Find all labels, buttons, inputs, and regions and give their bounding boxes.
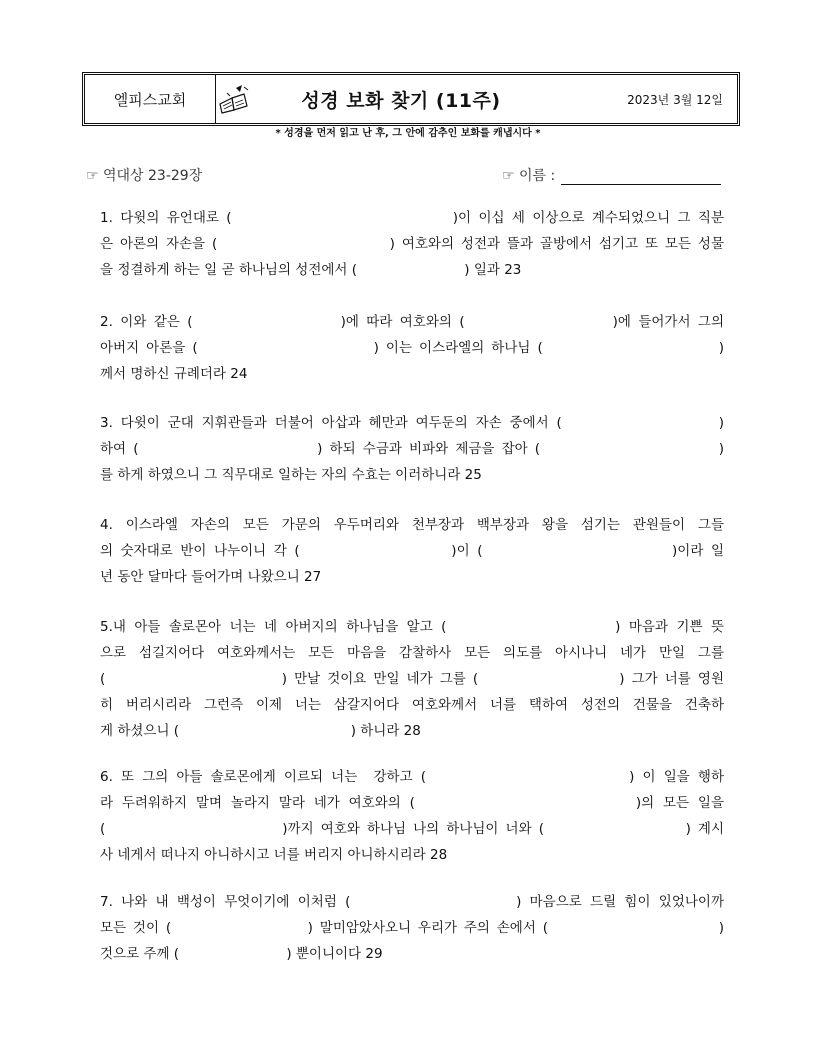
- question-3: [100, 410, 724, 488]
- question-4: [100, 512, 724, 590]
- question-line: 라 두려워하지 말며 놀라지 말라 네가 여호와의 ( )의 모든 일을: [100, 795, 724, 811]
- question-line: 6. 또 그의 아들 솔로몬에게 이르되 너는 강하고 ( ) 이 일을 행하: [100, 769, 724, 785]
- question-line: ( )까지 여호와 하나님 나의 하나님이 너와 ( ) 계시: [100, 821, 724, 837]
- question-line: 게 하셨으니 ( ) 하니라 28: [100, 723, 421, 739]
- question-7: [100, 889, 724, 967]
- question-line: 모든 것이 ( ) 말미암았사오니 우리가 주의 손에서 ( ): [100, 920, 724, 936]
- question-6: [100, 764, 724, 868]
- question-line: 4. 이스라엘 자손의 모든 가문의 우두머리와 천부장과 백부장과 왕을 섬기는 관원들이 그들: [100, 517, 724, 533]
- question-line: 사 네게서 떠나지 아니하시고 너를 버리지 아니하시리라 28: [100, 847, 448, 863]
- worksheet-date: 2023년 3월 12일: [627, 92, 723, 107]
- question-line: 5.내 아들 솔로몬아 너는 네 아버지의 하나님을 알고 ( ) 마음과 기쁜 뜻: [100, 619, 724, 635]
- instruction-subtitle: * 성경을 먼저 읽고 난 후, 그 안에 감추인 보화를 캐냅시다 *: [275, 128, 541, 139]
- question-line: 1. 다윗의 유언대로 ( )이 이십 세 이상으로 계수되었으니 그 직분: [100, 210, 724, 226]
- name-input-line[interactable]: [561, 168, 721, 185]
- worksheet-title: 성경 보화 찾기 (11주): [301, 89, 501, 112]
- question-line: 히 버리시리라 그런즉 이제 너는 삼갈지어다 여호와께서 너를 택하여 성전의 건물을 건축하: [100, 697, 724, 713]
- question-line: 으로 섬길지어다 여호와께서는 모든 마음을 감찰하사 모든 의도를 아시나니 네가 만일 그를: [100, 645, 724, 661]
- passage-label: ☞ 역대상 23-29장: [86, 168, 203, 184]
- question-2: [100, 309, 724, 387]
- question-line: 3. 다윗이 군대 지휘관들과 더불어 아삽과 헤만과 여두둔의 자손 중에서 ( ): [100, 415, 724, 431]
- name-label: ☞ 이름 :: [502, 168, 556, 184]
- question-line: 께서 명하신 규례더라 24: [100, 366, 248, 382]
- question-line: 를 하게 하였으니 그 직무대로 일하는 자의 수효는 이러하니라 25: [100, 467, 482, 483]
- question-line: ( ) 만날 것이요 만일 네가 그를 ( ) 그가 너를 영원: [100, 671, 724, 687]
- question-line: 은 아론의 자손을 ( ) 여호와의 성전과 뜰과 골방에서 섬기고 또 모든 성물: [100, 236, 724, 252]
- question-line: 7. 나와 내 백성이 무엇이기에 이처럼 ( ) 마음으로 드릴 힘이 있었나이까: [100, 894, 724, 910]
- open-book-icon: [218, 84, 250, 114]
- question-1: [100, 205, 724, 283]
- question-line: 아버지 아론을 ( ) 이는 이스라엘의 하나님 ( ): [100, 340, 724, 356]
- question-line: 2. 이와 같은 ( )에 따라 여호와의 ( )에 들어가서 그의: [100, 314, 724, 330]
- question-line: 의 숫자대로 반이 나누이니 각 ( )이 ( )이라 일: [100, 543, 724, 559]
- question-line: 년 동안 달마다 들어가며 나왔으니 27: [100, 569, 322, 585]
- question-line: 을 정결하게 하는 일 곧 하나님의 성전에서 ( ) 일과 23: [100, 262, 522, 278]
- name-field-row: [502, 165, 721, 185]
- question-line: 하여 ( ) 하되 수금과 비파와 제금을 잡아 ( ): [100, 441, 724, 457]
- question-5: [100, 614, 724, 744]
- worksheet-header: [82, 72, 740, 126]
- church-name: 엘피스교회: [85, 75, 216, 123]
- question-line: 것으로 주께 ( ) 뿐이니이다 29: [100, 946, 383, 962]
